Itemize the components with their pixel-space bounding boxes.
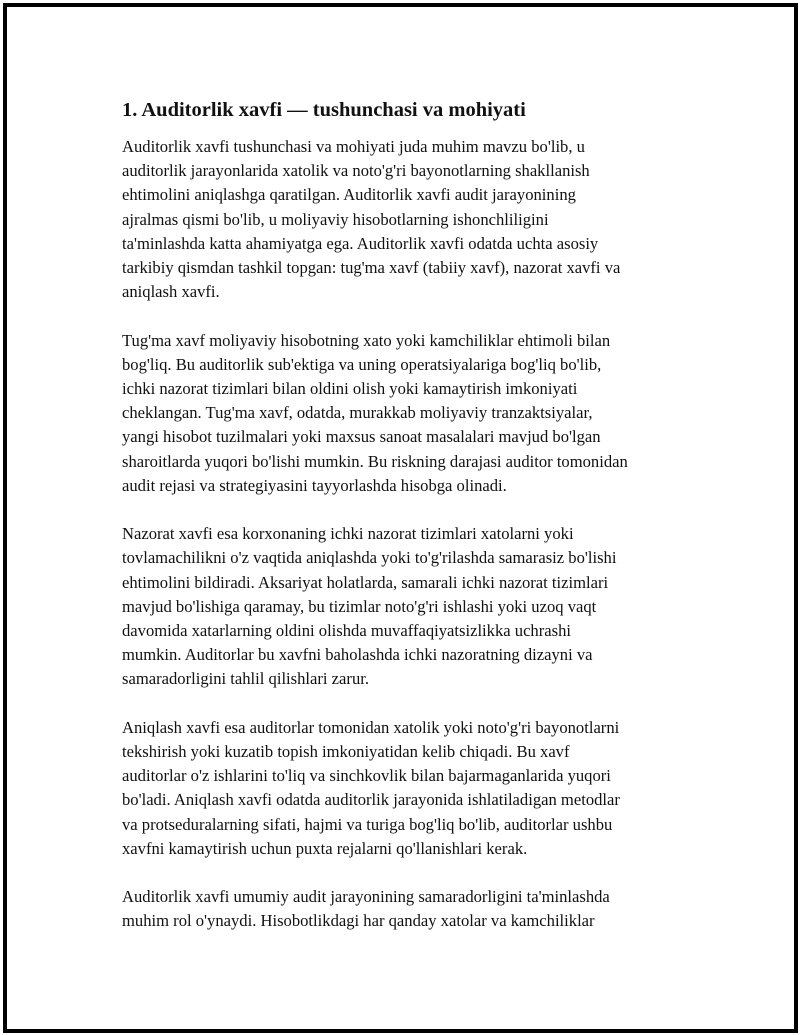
page-frame — [3, 3, 798, 1033]
paragraph-control-risk: Nazorat xavfi esa korxonaning ichki nazorat tizimlari xatolarni yoki tovlamachilikni o'z vaqtida aniqlashda yoki to'g'rilashda samarasiz bo'lishi ehtimolini bildiradi. Aksariyat holatlarda, samarali ichki nazorat tizimlari mavjud bo'lishiga qaramay, bu tizimlar noto'g'ri ishlashi yoki uzoq vaqt davomida xatarlarning oldini olishda muvaffaqiyatsizlikka uchrashi mumkin. Auditorlar bu xavfni baholashda ichki nazoratning dizayni va samaradorligini tahlil qilishlari zarur. — [122, 524, 617, 689]
paragraph-intro: Auditorlik xavfi tushunchasi va mohiyati juda muhim mavzu bo'lib, u auditorlik jarayonlarida xatolik va noto'g'ri bayonotlarning shakllanish ehtimolini aniqlashga qaratilgan. Auditorlik xavfi audit jarayonining ajralmas qismi bo'lib, u moliyaviy hisobotlarning ishonchliligini ta'minlashda katta ahamiyatga ega. Auditorlik xavfi odatda uchta asosiy tarkibiy qismdan tashkil topgan: tug'ma xavf (tabiiy xavf), nazorat xavfi va aniqlash xavfi. — [122, 137, 621, 302]
paragraph-inherent-risk: Tug'ma xavf moliyaviy hisobotning xato yoki kamchiliklar ehtimoli bilan bog'liq. Bu auditorlik sub'ektiga va uning operatsiyalariga bog'liq bo'lib, ichki nazorat tizimlari bilan oldini olish yoki kamaytirish imkoniyati cheklangan. Tug'ma xavf, odatda, murakkab moliyaviy tranzaktsiyalar, yangi hisobot tuzilmalari yoki maxsus sanoat masalalari mavjud bo'lgan sharoitlarda yuqori bo'lishi mumkin. Bu riskning darajasi auditor tomonidan audit rejasi va strategiyasini tayyorlashda hisobga olinadi. — [122, 330, 628, 495]
paragraph-conclusion: Auditorlik xavfi umumiy audit jarayonining samaradorligini ta'minlashda muhim rol o'ynaydi. Hisobotlikdagi har qanday xatolar va kamchiliklar — [122, 887, 610, 931]
paragraph-detection-risk: Aniqlash xavfi esa auditorlar tomonidan xatolik yoki noto'g'ri bayonotlarni tekshirish yoki kuzatib topish imkoniyatidan kelib chiqadi. Bu xavf auditorlar o'z ishlarini to'liq va sinchkovlik bilan bajarmaganlarida yuqori bo'ladi. Aniqlash xavfi odatda auditorlik jarayonida ishlatiladigan metodlar va protseduralarning sifati, hajmi va turiga bog'liq bo'lib, auditorlar ushbu xavfni kamaytirish uchun puxta rejalarni qo'llanishlari kerak. — [122, 717, 620, 858]
section-heading: 1. Auditorlik xavfi — tushunchasi va mohiyati — [122, 99, 526, 121]
document-body — [122, 97, 692, 958]
